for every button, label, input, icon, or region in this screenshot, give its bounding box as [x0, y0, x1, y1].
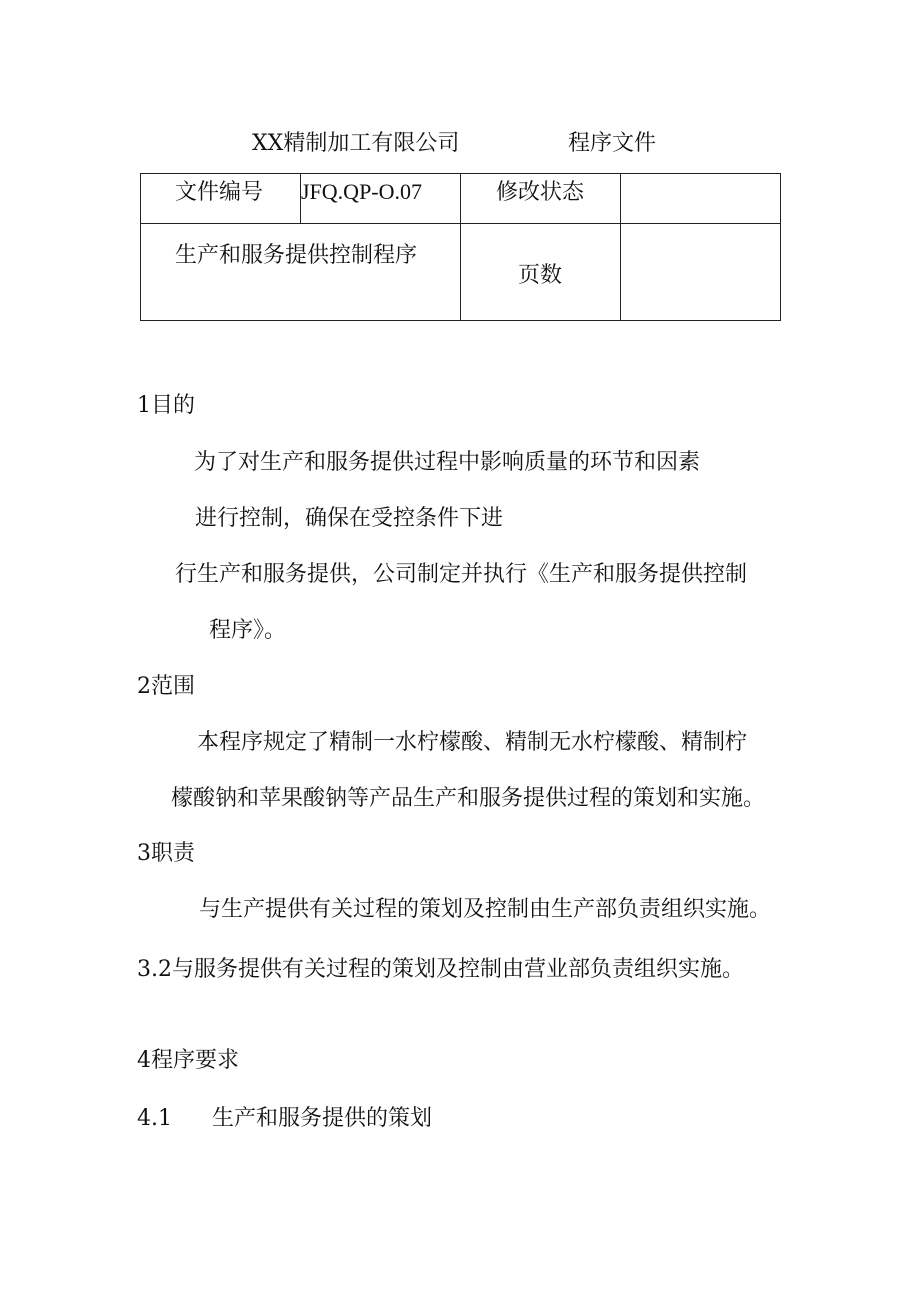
purpose-line-3: 行生产和服务提供，公司制定并执行《生产和服务提供控制	[175, 562, 748, 587]
purpose-line-4: 程序》。	[209, 618, 287, 643]
subsection-title: 生产和服务提供的策划	[212, 1106, 433, 1131]
duty-line-1: 与生产提供有关过程的策划及控制由生产部负责组织实施。	[199, 897, 772, 922]
doc-number-value: JFQ.QP-O.07	[301, 179, 423, 204]
section-heading-scope: 2范围	[137, 674, 195, 699]
table-divider	[141, 223, 780, 224]
revision-label: 修改状态	[496, 180, 585, 205]
subsection-number: 4.1	[137, 1106, 172, 1131]
procedure-title: 生产和服务提供控制程序	[175, 243, 418, 268]
purpose-line-2: 进行控制，确保在受控条件下进	[195, 506, 504, 531]
duty-line-2: 3.2与服务提供有关过程的策划及控制由营业部负责组织实施。	[137, 957, 744, 982]
document-type: 程序文件	[568, 131, 657, 156]
section-heading-duty: 3职责	[137, 841, 195, 866]
scope-line-2: 檬酸钠和苹果酸钠等产品生产和服务提供过程的策划和实施。	[171, 786, 766, 811]
scope-line-1: 本程序规定了精制一水柠檬酸、精制无水柠檬酸、精制柠	[197, 730, 748, 755]
pages-label: 页数	[518, 263, 563, 288]
document-info-table	[140, 173, 781, 321]
section-heading-requirements: 4程序要求	[137, 1048, 239, 1073]
table-divider	[620, 174, 621, 320]
doc-number-label: 文件编号	[175, 180, 264, 205]
purpose-line-1: 为了对生产和服务提供过程中影响质量的环节和因素	[194, 450, 701, 475]
section-heading-purpose: 1目的	[137, 393, 195, 418]
company-name: XX精制加工有限公司	[252, 131, 460, 156]
table-divider	[460, 174, 461, 320]
